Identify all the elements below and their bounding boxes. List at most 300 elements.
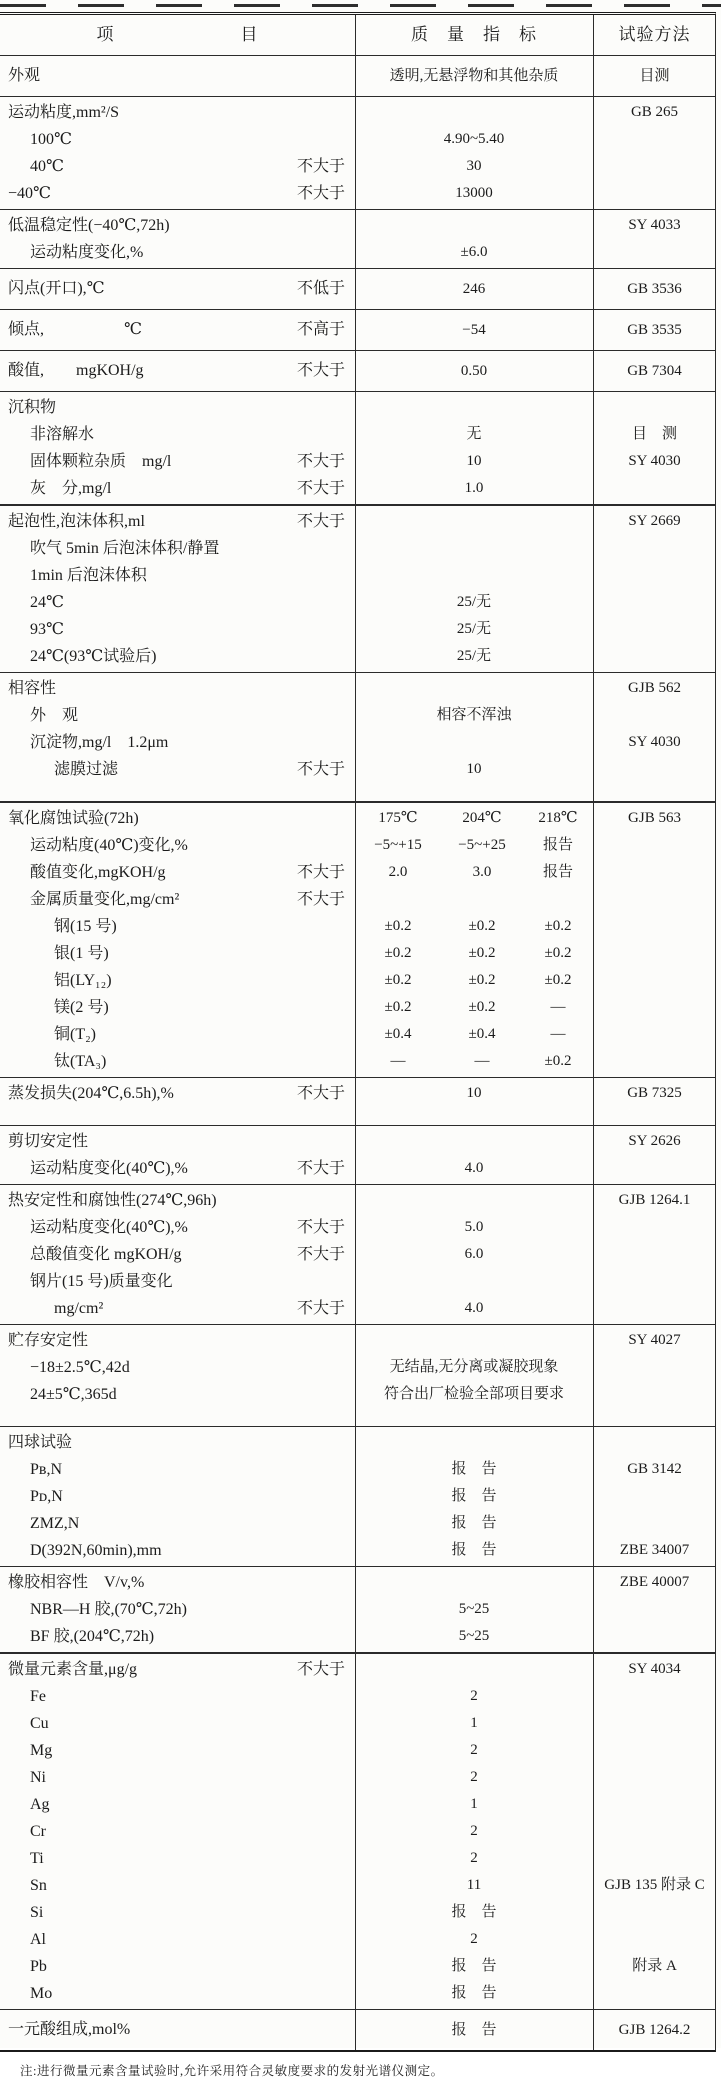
- method-cell: [593, 1818, 716, 1845]
- value-cell: [355, 1107, 593, 1123]
- item-label: 四球试验: [8, 1434, 73, 1451]
- item-label: Si: [30, 1904, 44, 1921]
- table-row: [0, 1155, 715, 1182]
- item-label: 40℃: [30, 158, 64, 175]
- table-row: [0, 994, 715, 1021]
- table-header: [0, 15, 715, 56]
- item-cell: [0, 58, 355, 94]
- table-row: [0, 1845, 715, 1872]
- footnote: 注:进行微量元素含量试验时,允许采用符合灵敏度要求的发射光谱仪测定。: [20, 2064, 444, 2078]
- method-cell: GJB 1264.2: [618, 2022, 691, 2038]
- item-label: Mg: [30, 1742, 53, 1759]
- item-cell: [0, 1268, 355, 1295]
- item-label: Ag: [30, 1796, 50, 1813]
- sub-value: ±0.4: [384, 1026, 412, 1042]
- value-cell: 1.0: [464, 480, 484, 496]
- item-cell: [0, 535, 355, 562]
- method-cell: [593, 967, 716, 994]
- value-cell: 25/无: [456, 648, 492, 664]
- value-cell: 6.0: [464, 1246, 484, 1262]
- item-label: 氧化腐蚀试验(72h): [8, 810, 139, 827]
- method-cell: [593, 1354, 716, 1381]
- sub-value: ±0.2: [384, 918, 412, 934]
- item-cell: [0, 1327, 355, 1354]
- value-cell: [355, 394, 593, 421]
- item-label: BF 胶,(204℃,72h): [30, 1628, 155, 1645]
- method-cell: [593, 1791, 716, 1818]
- item-label: 固体颗粒杂质 mg/l: [30, 453, 172, 470]
- item-label: 蒸发损失(204℃,6.5h),%: [8, 1085, 174, 1102]
- limit-qualifier: 不大于: [296, 362, 345, 379]
- item-cell: [0, 832, 355, 859]
- item-cell: [0, 589, 355, 616]
- limit-qualifier: 不大于: [296, 158, 345, 175]
- value-cell: [355, 940, 593, 967]
- method-cell: [593, 783, 716, 799]
- table-row: [0, 475, 715, 502]
- method-cell: ZBE 34007: [619, 1542, 690, 1558]
- item-label: Fe: [30, 1688, 46, 1705]
- method-cell: GJB 1264.1: [618, 1192, 691, 1208]
- item-cell: [0, 1569, 355, 1596]
- value-cell: [355, 783, 593, 799]
- item-cell: [0, 1214, 355, 1241]
- value-cell: [355, 1187, 593, 1214]
- sub-value: 204℃: [462, 810, 502, 826]
- item-cell: [0, 1683, 355, 1710]
- method-cell: 目测: [639, 68, 670, 84]
- table-section: [0, 2010, 715, 2050]
- item-cell: [0, 967, 355, 994]
- sub-value: ±0.2: [468, 999, 496, 1015]
- item-cell: [0, 448, 355, 475]
- method-cell: [593, 702, 716, 729]
- item-label: 酸值变化,mgKOH/g: [30, 864, 166, 881]
- item-label: [0, 1107, 8, 1123]
- table-section: [0, 210, 715, 269]
- item-cell: [0, 702, 355, 729]
- table-row: [0, 421, 715, 448]
- table-section: [0, 1567, 715, 1654]
- item-cell: [0, 126, 355, 153]
- limit-qualifier: 不大于: [296, 761, 345, 778]
- value-cell: 13000: [455, 185, 493, 201]
- value-cell: 246: [462, 281, 486, 297]
- method-cell: GJB 562: [628, 680, 681, 696]
- item-cell: [0, 1429, 355, 1456]
- method-cell: [593, 1899, 716, 1926]
- item-cell: [0, 994, 355, 1021]
- item-cell: [0, 675, 355, 702]
- value-cell: 10: [466, 453, 482, 469]
- limit-qualifier: 不大于: [296, 480, 345, 497]
- sub-value: —: [474, 1053, 490, 1069]
- value-cell: 10: [466, 1085, 482, 1101]
- value-cell: [355, 1048, 593, 1075]
- item-label: mg/cm²: [54, 1300, 104, 1317]
- table-row: [0, 1214, 715, 1241]
- item-label: 低温稳定性(−40℃,72h): [8, 217, 170, 234]
- value-cell: 10: [466, 761, 482, 777]
- item-label: 钛(TA₃): [54, 1053, 107, 1070]
- method-cell: [593, 994, 716, 1021]
- table-row: [0, 729, 715, 756]
- table-section: [0, 269, 715, 310]
- table-row: [0, 99, 715, 126]
- spec-table: [0, 12, 716, 2052]
- table-row: [0, 1596, 715, 1623]
- value-cell: [355, 859, 593, 886]
- value-cell: [355, 212, 593, 239]
- method-cell: [593, 1107, 716, 1123]
- value-cell: [355, 1327, 593, 1354]
- table-row: [0, 1080, 715, 1107]
- method-cell: [593, 1926, 716, 1953]
- limit-qualifier: 不大于: [296, 1661, 345, 1678]
- sub-value: 218℃: [538, 810, 578, 826]
- scan-artifact-line: [0, 4, 721, 7]
- table-row: [0, 1537, 715, 1564]
- method-cell: [593, 913, 716, 940]
- item-label: 铜(T₂): [54, 1026, 97, 1043]
- value-cell: [355, 508, 593, 535]
- method-cell: SY 4030: [628, 453, 681, 469]
- item-label: 运动粘度变化(40℃),%: [30, 1219, 188, 1236]
- limit-qualifier: 不大于: [296, 1085, 345, 1102]
- table-row: [0, 1107, 715, 1123]
- method-cell: [593, 1710, 716, 1737]
- method-cell: SY 2626: [628, 1133, 681, 1149]
- table-row: [0, 1268, 715, 1295]
- limit-qualifier: 不大于: [296, 891, 345, 908]
- value-cell: 25/无: [456, 594, 492, 610]
- item-cell: [0, 562, 355, 589]
- item-cell: [0, 153, 355, 180]
- method-cell: 附录 A: [632, 1958, 677, 1974]
- table-row: [0, 1381, 715, 1408]
- method-cell: [593, 1381, 716, 1408]
- method-cell: GB 7304: [627, 363, 682, 379]
- table-row: [0, 1899, 715, 1926]
- sub-value: —: [550, 999, 566, 1015]
- method-cell: SY 2669: [628, 513, 681, 529]
- method-cell: SY 4033: [628, 217, 681, 233]
- value-cell: 报 告: [451, 1461, 497, 1477]
- limit-qualifier: 不大于: [296, 513, 345, 530]
- method-cell: GB 3536: [627, 281, 682, 297]
- value-cell: ±6.0: [460, 244, 488, 260]
- value-cell: 2: [470, 1823, 478, 1839]
- item-cell: [0, 1764, 355, 1791]
- value-cell: 0.50: [460, 363, 488, 379]
- table-row: [0, 913, 715, 940]
- item-label: 沉淀物,mg/l 1.2μm: [30, 734, 169, 751]
- limit-qualifier: 不大于: [296, 1246, 345, 1263]
- value-cell: 4.0: [464, 1160, 484, 1176]
- method-cell: SY 4034: [628, 1661, 681, 1677]
- method-cell: [593, 1295, 716, 1322]
- item-cell: [0, 643, 355, 670]
- item-label: 钢片(15 号)质量变化: [30, 1273, 173, 1290]
- limit-qualifier: 不大于: [296, 1160, 345, 1177]
- table-row: [0, 886, 715, 913]
- table-section: [0, 97, 715, 210]
- method-cell: [593, 1048, 716, 1075]
- item-cell: [0, 1710, 355, 1737]
- method-cell: [593, 1737, 716, 1764]
- sub-value: —: [550, 1026, 566, 1042]
- method-cell: [593, 616, 716, 643]
- method-cell: [593, 1268, 716, 1295]
- table-row: [0, 1764, 715, 1791]
- value-cell: [355, 913, 593, 940]
- value-cell: 无: [466, 426, 482, 442]
- item-label: 93℃: [30, 621, 64, 638]
- item-label: 24±5℃,365d: [30, 1386, 117, 1403]
- item-cell: [0, 1926, 355, 1953]
- table-row: [0, 1354, 715, 1381]
- table-section: [0, 1078, 715, 1126]
- item-cell: [0, 1187, 355, 1214]
- table-row: [0, 859, 715, 886]
- method-cell: [593, 886, 716, 913]
- item-label: Ni: [30, 1769, 46, 1786]
- item-cell: [0, 1080, 355, 1107]
- item-label: 灰 分,mg/l: [30, 480, 112, 497]
- value-cell: [355, 1569, 593, 1596]
- table-row: [0, 1510, 715, 1537]
- table-row: [0, 353, 715, 389]
- table-section: [0, 506, 715, 673]
- item-label: D(392N,60min),mm: [30, 1542, 162, 1559]
- item-cell: [0, 859, 355, 886]
- method-cell: [593, 1764, 716, 1791]
- item-cell: [0, 783, 355, 799]
- method-cell: [593, 1623, 716, 1650]
- item-cell: [0, 99, 355, 126]
- item-cell: [0, 805, 355, 832]
- item-cell: [0, 421, 355, 448]
- item-label: 剪切安定性: [8, 1133, 89, 1150]
- limit-qualifier: 不低于: [296, 280, 345, 297]
- sub-value: ±0.2: [544, 1053, 572, 1069]
- method-cell: [593, 475, 716, 502]
- item-cell: [0, 1107, 355, 1123]
- method-cell: [593, 180, 716, 207]
- table-row: [0, 616, 715, 643]
- table-section: [0, 351, 715, 392]
- table-section: [0, 1427, 715, 1567]
- item-label: Cu: [30, 1715, 49, 1732]
- method-cell: [593, 1683, 716, 1710]
- table-row: [0, 58, 715, 94]
- table-body: [0, 56, 715, 2050]
- sub-value: 2.0: [388, 864, 408, 880]
- item-cell: [0, 1408, 355, 1424]
- table-row: [0, 312, 715, 348]
- item-cell: [0, 913, 355, 940]
- table-section: [0, 803, 715, 1078]
- table-row: [0, 1295, 715, 1322]
- limit-qualifier: 不大于: [296, 453, 345, 470]
- table-row: [0, 535, 715, 562]
- table-row: [0, 1569, 715, 1596]
- item-cell: [0, 729, 355, 756]
- item-label: 总酸值变化 mgKOH/g: [30, 1246, 182, 1263]
- method-cell: [593, 859, 716, 886]
- sub-value: −5~+15: [374, 837, 422, 853]
- sub-value: —: [390, 1053, 406, 1069]
- item-label: 24℃(93℃试验后): [30, 648, 157, 665]
- value-cell: [355, 1429, 593, 1456]
- item-cell: [0, 1845, 355, 1872]
- value-cell: 2: [470, 1769, 478, 1785]
- col-header-quality-index: 质 量 指 标: [411, 25, 537, 44]
- table-row: [0, 1241, 715, 1268]
- method-cell: SY 4027: [628, 1332, 681, 1348]
- item-cell: [0, 1656, 355, 1683]
- item-cell: [0, 180, 355, 207]
- item-label: 起泡性,泡沫体积,ml: [8, 513, 145, 530]
- item-label: 100℃: [30, 131, 72, 148]
- table-row: [0, 448, 715, 475]
- item-cell: [0, 212, 355, 239]
- method-cell: GB 265: [630, 104, 679, 120]
- item-cell: [0, 1048, 355, 1075]
- sub-value: ±0.2: [544, 972, 572, 988]
- value-cell: 无结晶,无分离或凝胶现象: [389, 1359, 559, 1375]
- item-label: Al: [30, 1931, 46, 1948]
- limit-qualifier: 不大于: [296, 1300, 345, 1317]
- method-cell: [593, 126, 716, 153]
- table-row: [0, 126, 715, 153]
- value-cell: [355, 886, 593, 913]
- item-label: 运动粘度(40℃)变化,%: [30, 837, 188, 854]
- table-row: [0, 702, 715, 729]
- method-cell: [593, 643, 716, 670]
- table-row: [0, 1623, 715, 1650]
- method-cell: [593, 1483, 716, 1510]
- table-row: [0, 180, 715, 207]
- value-cell: 5.0: [464, 1219, 484, 1235]
- method-cell: [593, 394, 716, 421]
- item-cell: [0, 1537, 355, 1564]
- item-label: [0, 783, 8, 799]
- item-cell: [0, 1021, 355, 1048]
- value-cell: 4.90~5.40: [443, 131, 505, 147]
- item-label: 酸值, mgKOH/g: [8, 362, 144, 379]
- table-row: [0, 562, 715, 589]
- item-cell: [0, 271, 355, 307]
- method-cell: GJB 563: [628, 810, 681, 826]
- table-row: [0, 1872, 715, 1899]
- method-cell: [593, 756, 716, 783]
- method-cell: GB 3142: [627, 1461, 682, 1477]
- item-label: 一元酸组成,mol%: [8, 2021, 131, 2038]
- item-label: 相容性: [8, 680, 57, 697]
- table-section: [0, 56, 715, 97]
- item-cell: [0, 616, 355, 643]
- item-cell: [0, 1818, 355, 1845]
- table-row: [0, 1456, 715, 1483]
- sub-value: ±0.2: [384, 945, 412, 961]
- item-label: Pb: [30, 1958, 47, 1975]
- item-cell: [0, 508, 355, 535]
- table-row: [0, 940, 715, 967]
- value-cell: 透明,无悬浮物和其他杂质: [389, 68, 559, 84]
- item-cell: [0, 1899, 355, 1926]
- column-divider-2: [593, 15, 594, 2050]
- table-row: [0, 1128, 715, 1155]
- item-cell: [0, 312, 355, 348]
- limit-qualifier: 不大于: [296, 185, 345, 202]
- method-cell: 目 测: [631, 426, 677, 442]
- item-label: 1min 后泡沫体积: [30, 567, 147, 584]
- table-row: [0, 239, 715, 266]
- method-cell: [593, 562, 716, 589]
- item-cell: [0, 940, 355, 967]
- item-cell: [0, 353, 355, 389]
- item-cell: [0, 1953, 355, 1980]
- table-row: [0, 1953, 715, 1980]
- item-label: 银(1 号): [54, 945, 109, 962]
- sub-value: 报告: [542, 837, 573, 853]
- item-label: 非溶解水: [30, 426, 95, 443]
- item-label: Cr: [30, 1823, 46, 1840]
- item-label: Pʙ,N: [30, 1461, 63, 1478]
- method-cell: GB 3535: [627, 322, 682, 338]
- table-row: [0, 1926, 715, 1953]
- sub-value: ±0.2: [468, 918, 496, 934]
- value-cell: [355, 1656, 593, 1683]
- item-cell: [0, 1872, 355, 1899]
- value-cell: [355, 535, 593, 562]
- value-cell: [355, 1408, 593, 1424]
- item-cell: [0, 1791, 355, 1818]
- value-cell: [355, 967, 593, 994]
- method-cell: [593, 535, 716, 562]
- method-cell: [593, 1021, 716, 1048]
- item-label: ZMZ,N: [30, 1515, 80, 1532]
- item-label: 运动粘度,mm²/S: [8, 104, 120, 121]
- table-row: [0, 675, 715, 702]
- table-row: [0, 589, 715, 616]
- value-cell: 30: [466, 158, 482, 174]
- sub-value: −5~+25: [458, 837, 506, 853]
- method-cell: [593, 153, 716, 180]
- sub-value: 3.0: [472, 864, 492, 880]
- item-label: 橡胶相容性 V/v,%: [8, 1574, 145, 1591]
- column-divider-1: [355, 15, 356, 2050]
- method-cell: [593, 1155, 716, 1182]
- value-cell: 5~25: [458, 1601, 490, 1617]
- table-section: [0, 1185, 715, 1325]
- table-row: [0, 1818, 715, 1845]
- item-label: −40℃: [8, 185, 51, 202]
- sub-value: ±0.2: [544, 918, 572, 934]
- item-cell: [0, 756, 355, 783]
- table-row: [0, 1656, 715, 1683]
- value-cell: 报 告: [451, 1515, 497, 1531]
- method-cell: [593, 832, 716, 859]
- item-cell: [0, 475, 355, 502]
- value-cell: [355, 1268, 593, 1295]
- limit-qualifier: 不大于: [296, 1219, 345, 1236]
- item-label: 运动粘度变化(40℃),%: [30, 1160, 188, 1177]
- table-row: [0, 2012, 715, 2048]
- value-cell: 报 告: [451, 2022, 497, 2038]
- sub-value: ±0.2: [468, 972, 496, 988]
